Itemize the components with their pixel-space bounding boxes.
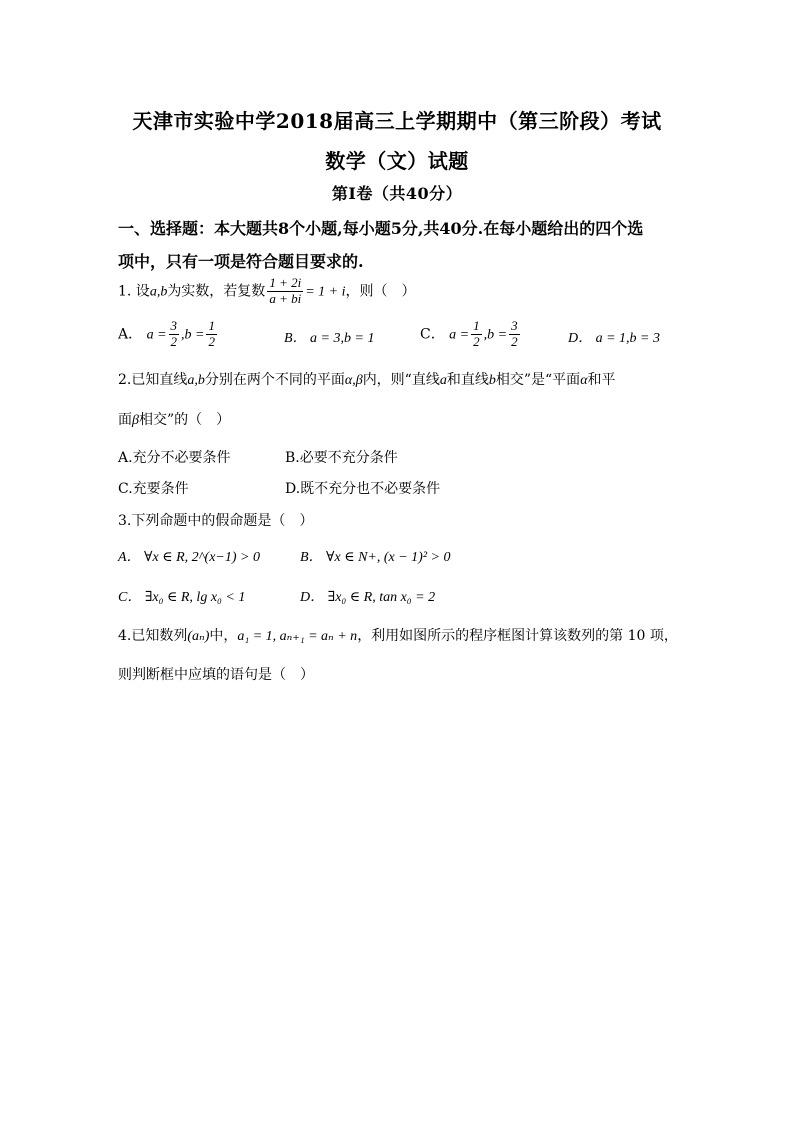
q2-alpha: α xyxy=(580,373,588,388)
instructions-line-1: 一、选择题：本大题共8个小题,每小题5分,共40分.在每小题给出的四个选 xyxy=(118,219,644,238)
q1-option-c-frac1-num: 1 xyxy=(473,318,480,333)
instructions-line-2: 项中，只有一项是符合题目要求的. xyxy=(118,252,364,271)
q2-option-d: D.既不充分也不必要条件 xyxy=(285,481,441,497)
q1-option-c-frac1 xyxy=(471,319,482,350)
q1-option-a-frac1-num: 3 xyxy=(170,318,178,333)
q1-option-a-frac2 xyxy=(206,319,217,350)
question-1-stem xyxy=(118,276,416,307)
question-3-stem: 3.下列命题中的假命题是（ ） xyxy=(118,513,314,529)
q1-option-d: D． a = 1,b = 3 xyxy=(568,331,661,346)
q2-beta: β xyxy=(132,413,139,428)
q2-text-c: 内，则“直线 xyxy=(362,372,440,388)
q2-var-b: b xyxy=(488,373,496,388)
q1-option-c-frac2 xyxy=(509,319,520,350)
q1-option-c-b: ,b = xyxy=(483,327,508,343)
q4-text-b: 中， xyxy=(209,628,238,644)
q1-fraction xyxy=(267,276,303,307)
q3-option-d: D． ∃x₀ ∈ R, tan x₀ = 2 xyxy=(300,590,436,605)
q1-suffix: ，则（ ） xyxy=(345,283,416,300)
q1-option-c-label: C． xyxy=(420,326,445,343)
q2-option-a: A.充分不必要条件 xyxy=(118,450,231,466)
q3-option-c: C． ∃x₀ ∈ R, lg x₀ < 1 xyxy=(118,590,246,605)
q1-option-c-frac2-den: 2 xyxy=(511,333,518,349)
q2-vars: a,b xyxy=(187,373,205,388)
q4-text-a: 4.已知数列 xyxy=(118,628,188,644)
q1-option-a-frac1-den: 2 xyxy=(170,333,178,349)
q1-rhs: = 1 + i xyxy=(305,284,346,300)
q2-text-a: 2.已知直线 xyxy=(118,372,188,388)
q1-prefix: 1. 设 xyxy=(118,283,150,300)
q3-option-b: B． ∀x ∈ N+, (x − 1)² > 0 xyxy=(300,550,451,565)
q2-option-b: B.必要不充分条件 xyxy=(285,450,398,466)
q2-text-e: 相交”是“平面 xyxy=(495,372,581,388)
q2-text-d: 和直线 xyxy=(446,372,489,388)
q1-frac-den: a + bi xyxy=(269,290,302,306)
q2-line2-a: 面 xyxy=(118,412,132,428)
exam-subtitle: 数学（文）试题 xyxy=(325,149,469,173)
question-4-line-2: 则判断框中应填的语句是（ ） xyxy=(118,667,314,683)
q4-text-c: ，利用如图所示的程序框图计算该数列的第 10 项， xyxy=(357,628,678,644)
q2-planes: α,β xyxy=(344,373,363,388)
q1-option-a-frac1 xyxy=(169,319,180,350)
q1-vars: a,b xyxy=(149,284,168,300)
q1-option-b: B． a = 3,b = 1 xyxy=(284,331,375,346)
question-4-line-1 xyxy=(118,625,678,645)
q1-option-a-frac2-num: 1 xyxy=(208,318,215,333)
q1-option-a-label: A． xyxy=(118,326,143,343)
q2-text-b: 分别在两个不同的平面 xyxy=(204,372,345,388)
q2-line2-b: 相交”的（ ） xyxy=(138,412,231,428)
q1-option-a-a: a = xyxy=(146,327,167,343)
q2-option-c: C.充要条件 xyxy=(118,481,189,497)
q1-option-a-frac2-den: 2 xyxy=(208,333,215,349)
q2-text-f: 和平 xyxy=(587,372,616,388)
q1-mid: 为实数，若复数 xyxy=(167,283,266,300)
q4-recurrence: a₁ = 1, aₙ₊₁ = aₙ + n xyxy=(237,629,358,644)
section-heading: 第Ⅰ卷（共40分） xyxy=(331,184,463,203)
question-2-line-1 xyxy=(118,369,616,389)
q2-var-a: a xyxy=(439,373,447,388)
q1-option-a xyxy=(118,319,219,350)
q1-option-a-b: ,b = xyxy=(181,327,205,343)
q1-frac-num: 1 + 2i xyxy=(269,275,302,290)
q4-sequence: (aₙ) xyxy=(187,629,210,644)
q1-option-c xyxy=(420,319,522,350)
q3-option-a: A． ∀x ∈ R, 2^(x−1) > 0 xyxy=(118,550,260,565)
q1-option-c-frac2-num: 3 xyxy=(511,318,518,333)
question-2-line-2 xyxy=(118,409,230,429)
exam-title: 天津市实验中学2018届高三上学期期中（第三阶段）考试 xyxy=(132,109,662,133)
q1-option-c-a: a = xyxy=(449,327,470,343)
q1-option-c-frac1-den: 2 xyxy=(473,333,480,349)
